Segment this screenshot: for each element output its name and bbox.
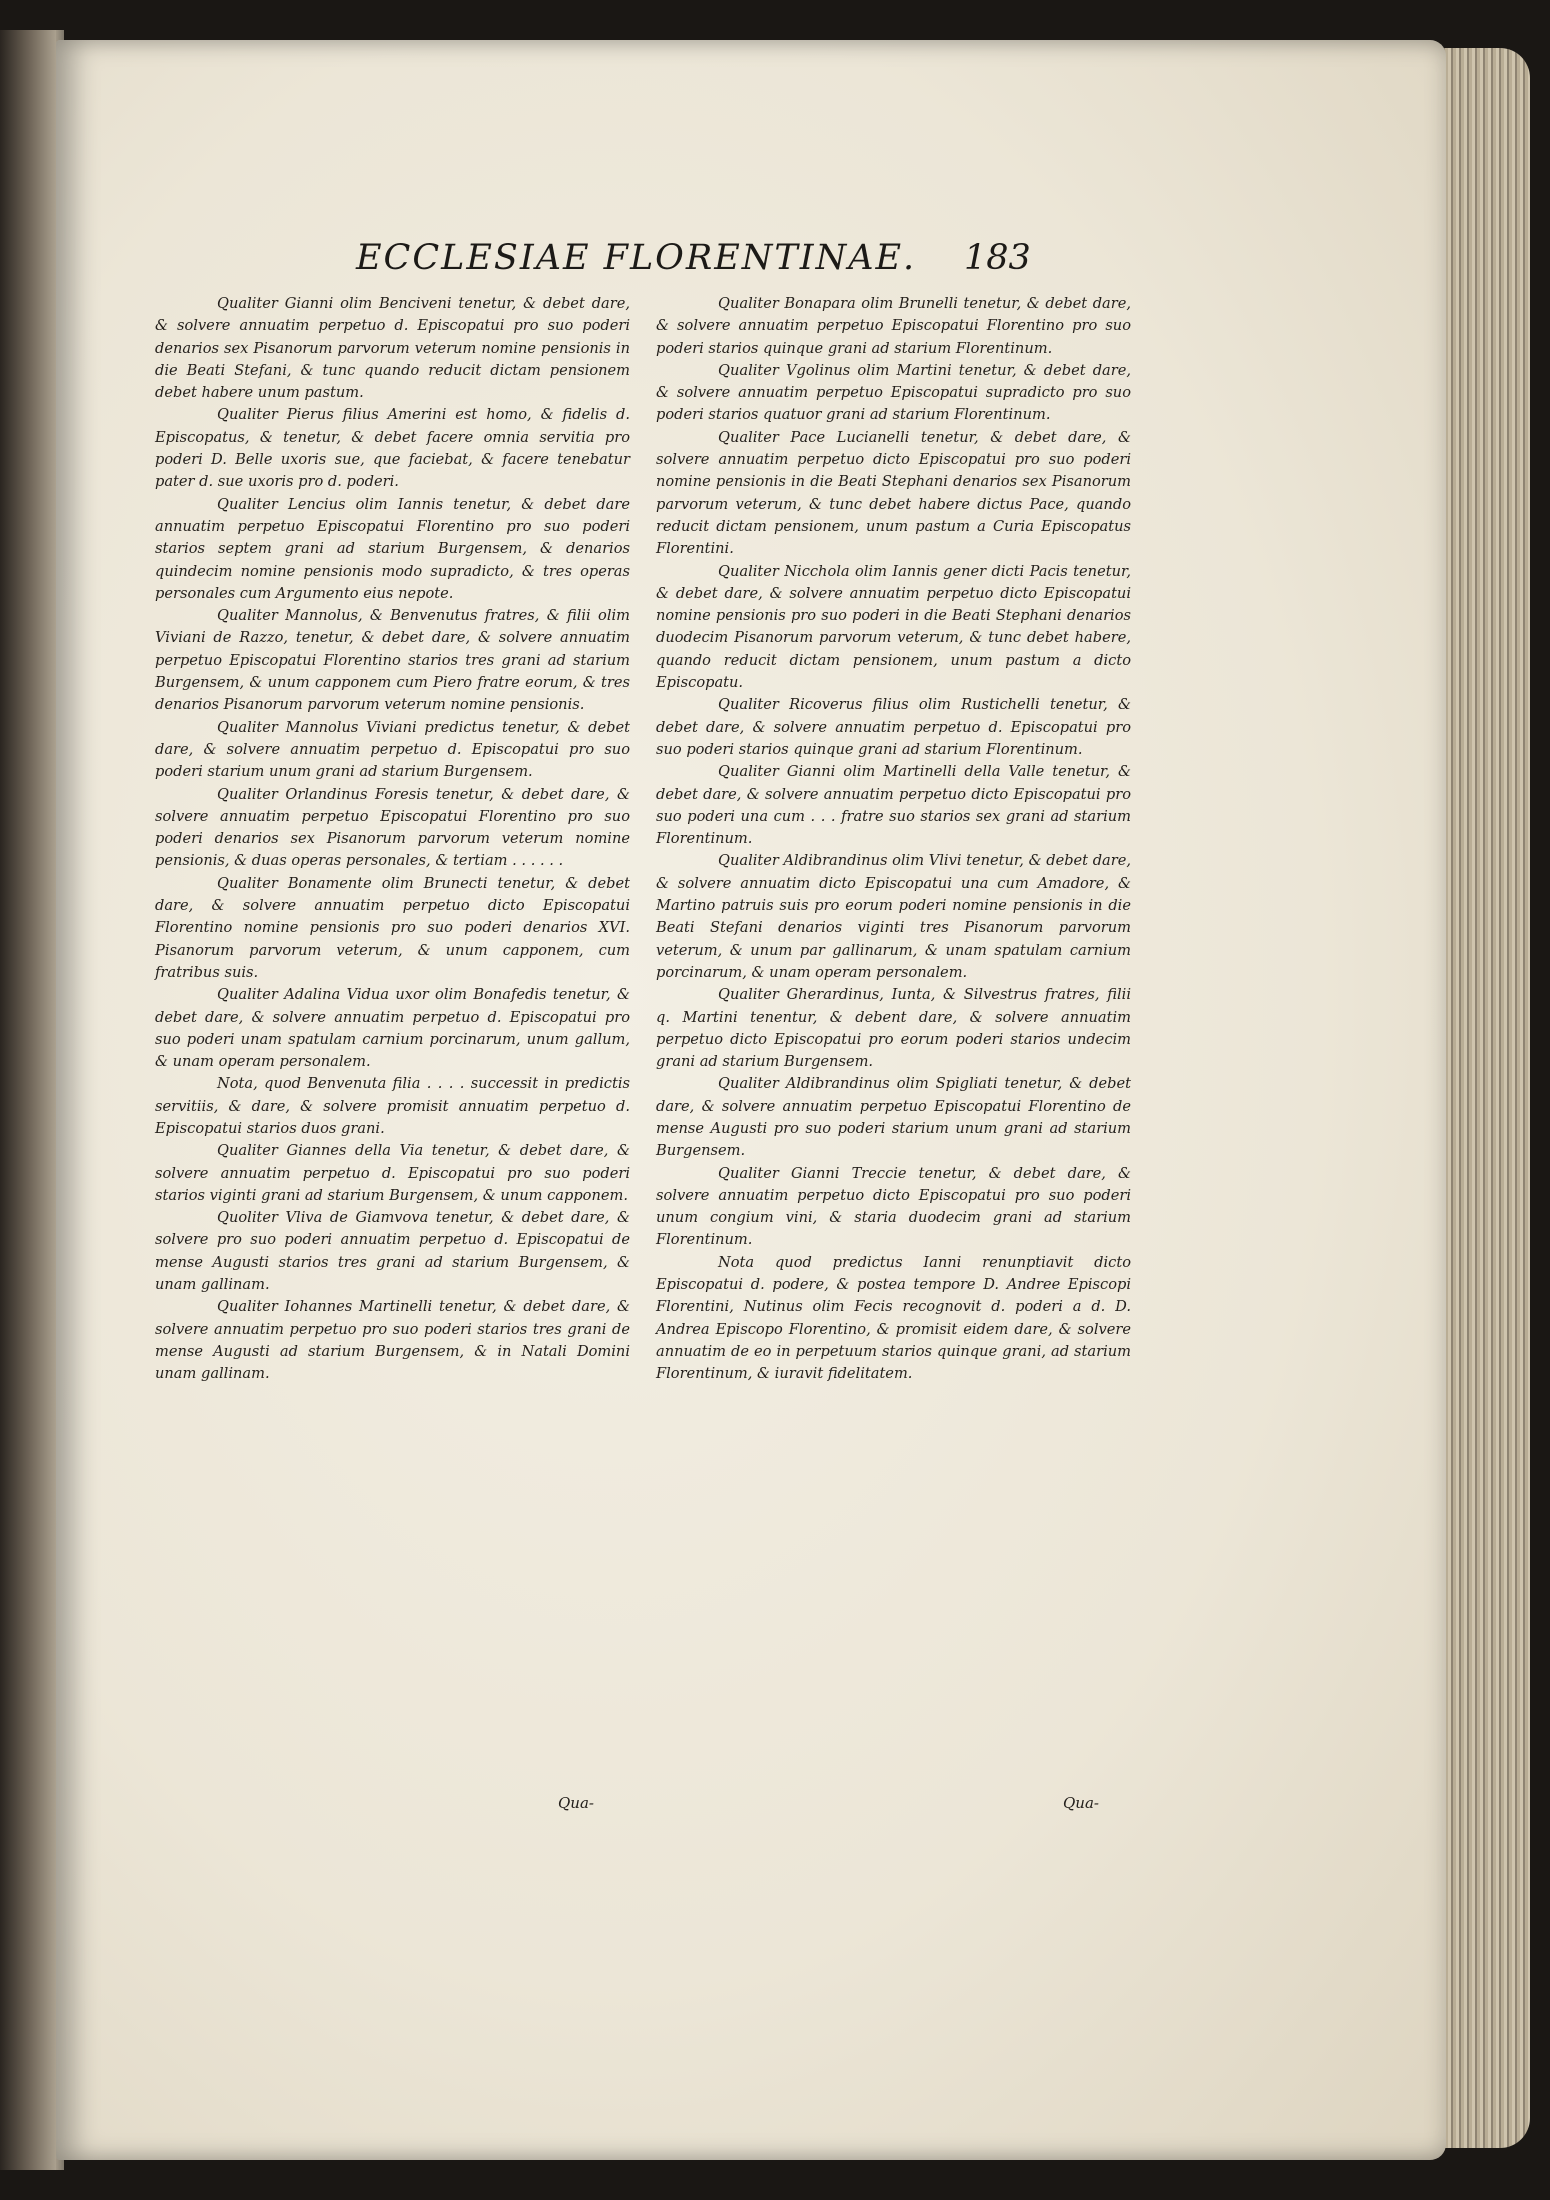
right-text-column: [656, 293, 1131, 1386]
paragraph: Qualiter Gherardinus, Iunta, & Silvestrus fratres, filii q. Martini tenentur, & debent dare, & solvere annuatim perpetuo dicto Episcopatui pro eorum poderi starios undecim grani ad starium Burgensem.: [656, 986, 1131, 1071]
paragraph: Nota quod predictus Ianni renunptiavit dicto Episcopatui d. podere, & postea tempore D. Andree Episcopi Florentini, Nutinus olim Fecis recognovit d. poderi a d. D. Andrea Episcopo Florentino, & promisit eidem dare, & solvere annuatim de eo in perpetuum starios quinque grani, ad starium Florentinum, & iuravit fidelitatem.: [656, 1253, 1131, 1383]
catchword-left: Qua-: [558, 1794, 594, 1812]
paragraph: Qualiter Iohannes Martinelli tenetur, & debet dare, & solvere annuatim perpetuo pro suo poderi starios tres grani de mense Augusti ad starium Burgensem, & in Natali Domini unam gallinam.: [155, 1298, 630, 1383]
paragraph: Qualiter Orlandinus Foresis tenetur, & debet dare, & solvere annuatim perpetuo Episcopatui Florentino pro suo poderi denarios sex Pisanorum parvorum veterum nomine pensionis, & duas operas personales, & tertiam . . . . . .: [155, 785, 630, 870]
paragraph: Nota, quod Benvenuta filia . . . . successit in predictis servitiis, & dare, & solvere promisit annuatim perpetuo d. Episcopatui starios duos grani.: [155, 1075, 630, 1137]
paragraph: Qualiter Pace Lucianelli tenetur, & debet dare, & solvere annuatim perpetuo dicto Episcopatui pro suo poderi nomine pensionis in die Beati Stephani denarios sex Pisanorum parvorum veterum, & tunc debet habere dictus Pace, quando reducit dictam pensionem, unum pastum a Curia Episcopatus Florentini.: [656, 428, 1131, 558]
paragraph: Quoliter Vliva de Giamvova tenetur, & debet dare, & solvere pro suo poderi annuatim perpetuo d. Episcopatui de mense Augusti starios tres grani ad starium Burgensem, & unam gallinam.: [155, 1209, 630, 1294]
facing-page-edge: [0, 30, 64, 2170]
paragraph: Qualiter Bonamente olim Brunecti tenetur, & debet dare, & solvere annuatim perpetuo dicto Episcopatui Florentino nomine pensionis pro suo poderi denarios XVI. Pisanorum parvorum veterum, & unum capponem, cum fratribus suis.: [155, 874, 630, 981]
paragraph: Qualiter Mannolus Viviani predictus tenetur, & debet dare, & solvere annuatim perpetuo d. Episcopatui pro suo poderi starium unum grani ad starium Burgensem.: [155, 718, 630, 781]
running-head: ECCLESIAE FLORENTINAE.: [356, 238, 917, 278]
paragraph: Qualiter Gianni Treccie tenetur, & debet dare, & solvere annuatim perpetuo dicto Episcopatui pro suo poderi unum congium vini, & stariа duodecim grani ad starium Florentinum.: [656, 1164, 1131, 1249]
left-text-column: [155, 293, 630, 1386]
paragraph: Qualiter Giannes della Via tenetur, & debet dare, & solvere annuatim perpetuo d. Episcopatui pro suo poderi starios viginti grani ad starium Burgensem, & unum capponem.: [155, 1142, 630, 1204]
paragraph: Qualiter Bonapara olim Brunelli tenetur, & debet dare, & solvere annuatim perpetuo Episcopatui Florentino pro suo poderi starios quinque grani ad starium Florentinum.: [656, 295, 1131, 357]
catchword-right: Qua-: [1063, 1794, 1099, 1812]
paragraph: Qualiter Nicchola olim Iannis gener dicti Pacis tenetur, & debet dare, & solvere annuatim perpetuo dicto Episcopatui nomine pensionis pro suo poderi in die Beati Stephani denarios duodecim Pisanorum parvorum veterum, & tunc debet habere, quando reducit dictam pensionem, unum pastum a dicto Episcopatu.: [656, 562, 1131, 692]
paragraph: Qualiter Aldibrandinus olim Vlivi tenetur, & debet dare, & solvere annuatim dicto Episcopatui una cum Amadore, & Martino patruis suis pro eorum poderi nomine pensionis in die Beati Stefani denarios viginti tres Pisanorum parvorum veterum, & unum par gallinarum, & unam spatulam carnium porcinarum, & unam operam personalem.: [656, 852, 1131, 981]
paragraph: Qualiter Vgolinus olim Martini tenetur, & debet dare, & solvere annuatim perpetuo Episcopatui supradicto pro suo poderi starios quatuor grani ad starium Florentinum.: [656, 361, 1131, 424]
paragraph: Qualiter Adalina Vidua uxor olim Bonafedis tenetur, & debet dare, & solvere annuatim perpetuo d. Episcopatui pro suo poderi unam spatulam carnium porcinarum, unum gallum, & unam operam personalem.: [155, 986, 630, 1071]
paragraph: Qualiter Gianni olim Benciveni tenetur, & debet dare, & solvere annuatim perpetuo d. Episcopatui pro suo poderi denarios sex Pisanorum parvorum veterum nomine pensionis in die Beati Stefani, & tunc quando reducit dictam pensionem debet habere unum pastum.: [155, 295, 630, 402]
page-number: 183: [964, 238, 1031, 278]
paragraph: Qualiter Pierus filius Amerini est homo, & fidelis d. Episcopatus, & tenetur, & debet facere omnia servitia pro poderi D. Belle uxoris sue, que faciebat, & facere tenebatur pater d. sue uxoris pro d. poderi.: [155, 406, 630, 491]
paragraph: Qualiter Aldibrandinus olim Spigliati tenetur, & debet dare, & solvere annuatim perpetuo Episcopatui Florentino de mense Augusti pro suo poderi starium unum grani ad starium Burgensem.: [656, 1075, 1131, 1160]
paragraph: Qualiter Lencius olim Iannis tenetur, & debet dare annuatim perpetuo Episcopatui Florentino pro suo poderi starios septem grani ad starium Burgensem, & denarios quindecim nomine pensionis modo supradicto, & tres operas personales cum Argumento eius nepote.: [155, 495, 630, 602]
paragraph: Qualiter Gianni olim Martinelli della Valle tenetur, & debet dare, & solvere annuatim perpetuo dicto Episcopatui pro suo poderi una cum . . . fratre suo starios sex grani ad starium Florentinum.: [656, 763, 1131, 848]
paragraph: Qualiter Ricoverus filius olim Rustichelli tenetur, & debet dare, & solvere annuatim perpetuo d. Episcopatui pro suo poderi starios quinque grani ad starium Florentinum.: [656, 696, 1131, 758]
paragraph: Qualiter Mannolus, & Benvenutus fratres, & filii olim Viviani de Razzo, tenetur, & debet dare, & solvere annuatim perpetuo Episcopatui Florentino starios tres grani ad starium Burgensem, & unum capponem cum Piero fratre eorum, & tres denarios Pisanorum parvorum veterum nomine pensionis.: [155, 607, 630, 714]
